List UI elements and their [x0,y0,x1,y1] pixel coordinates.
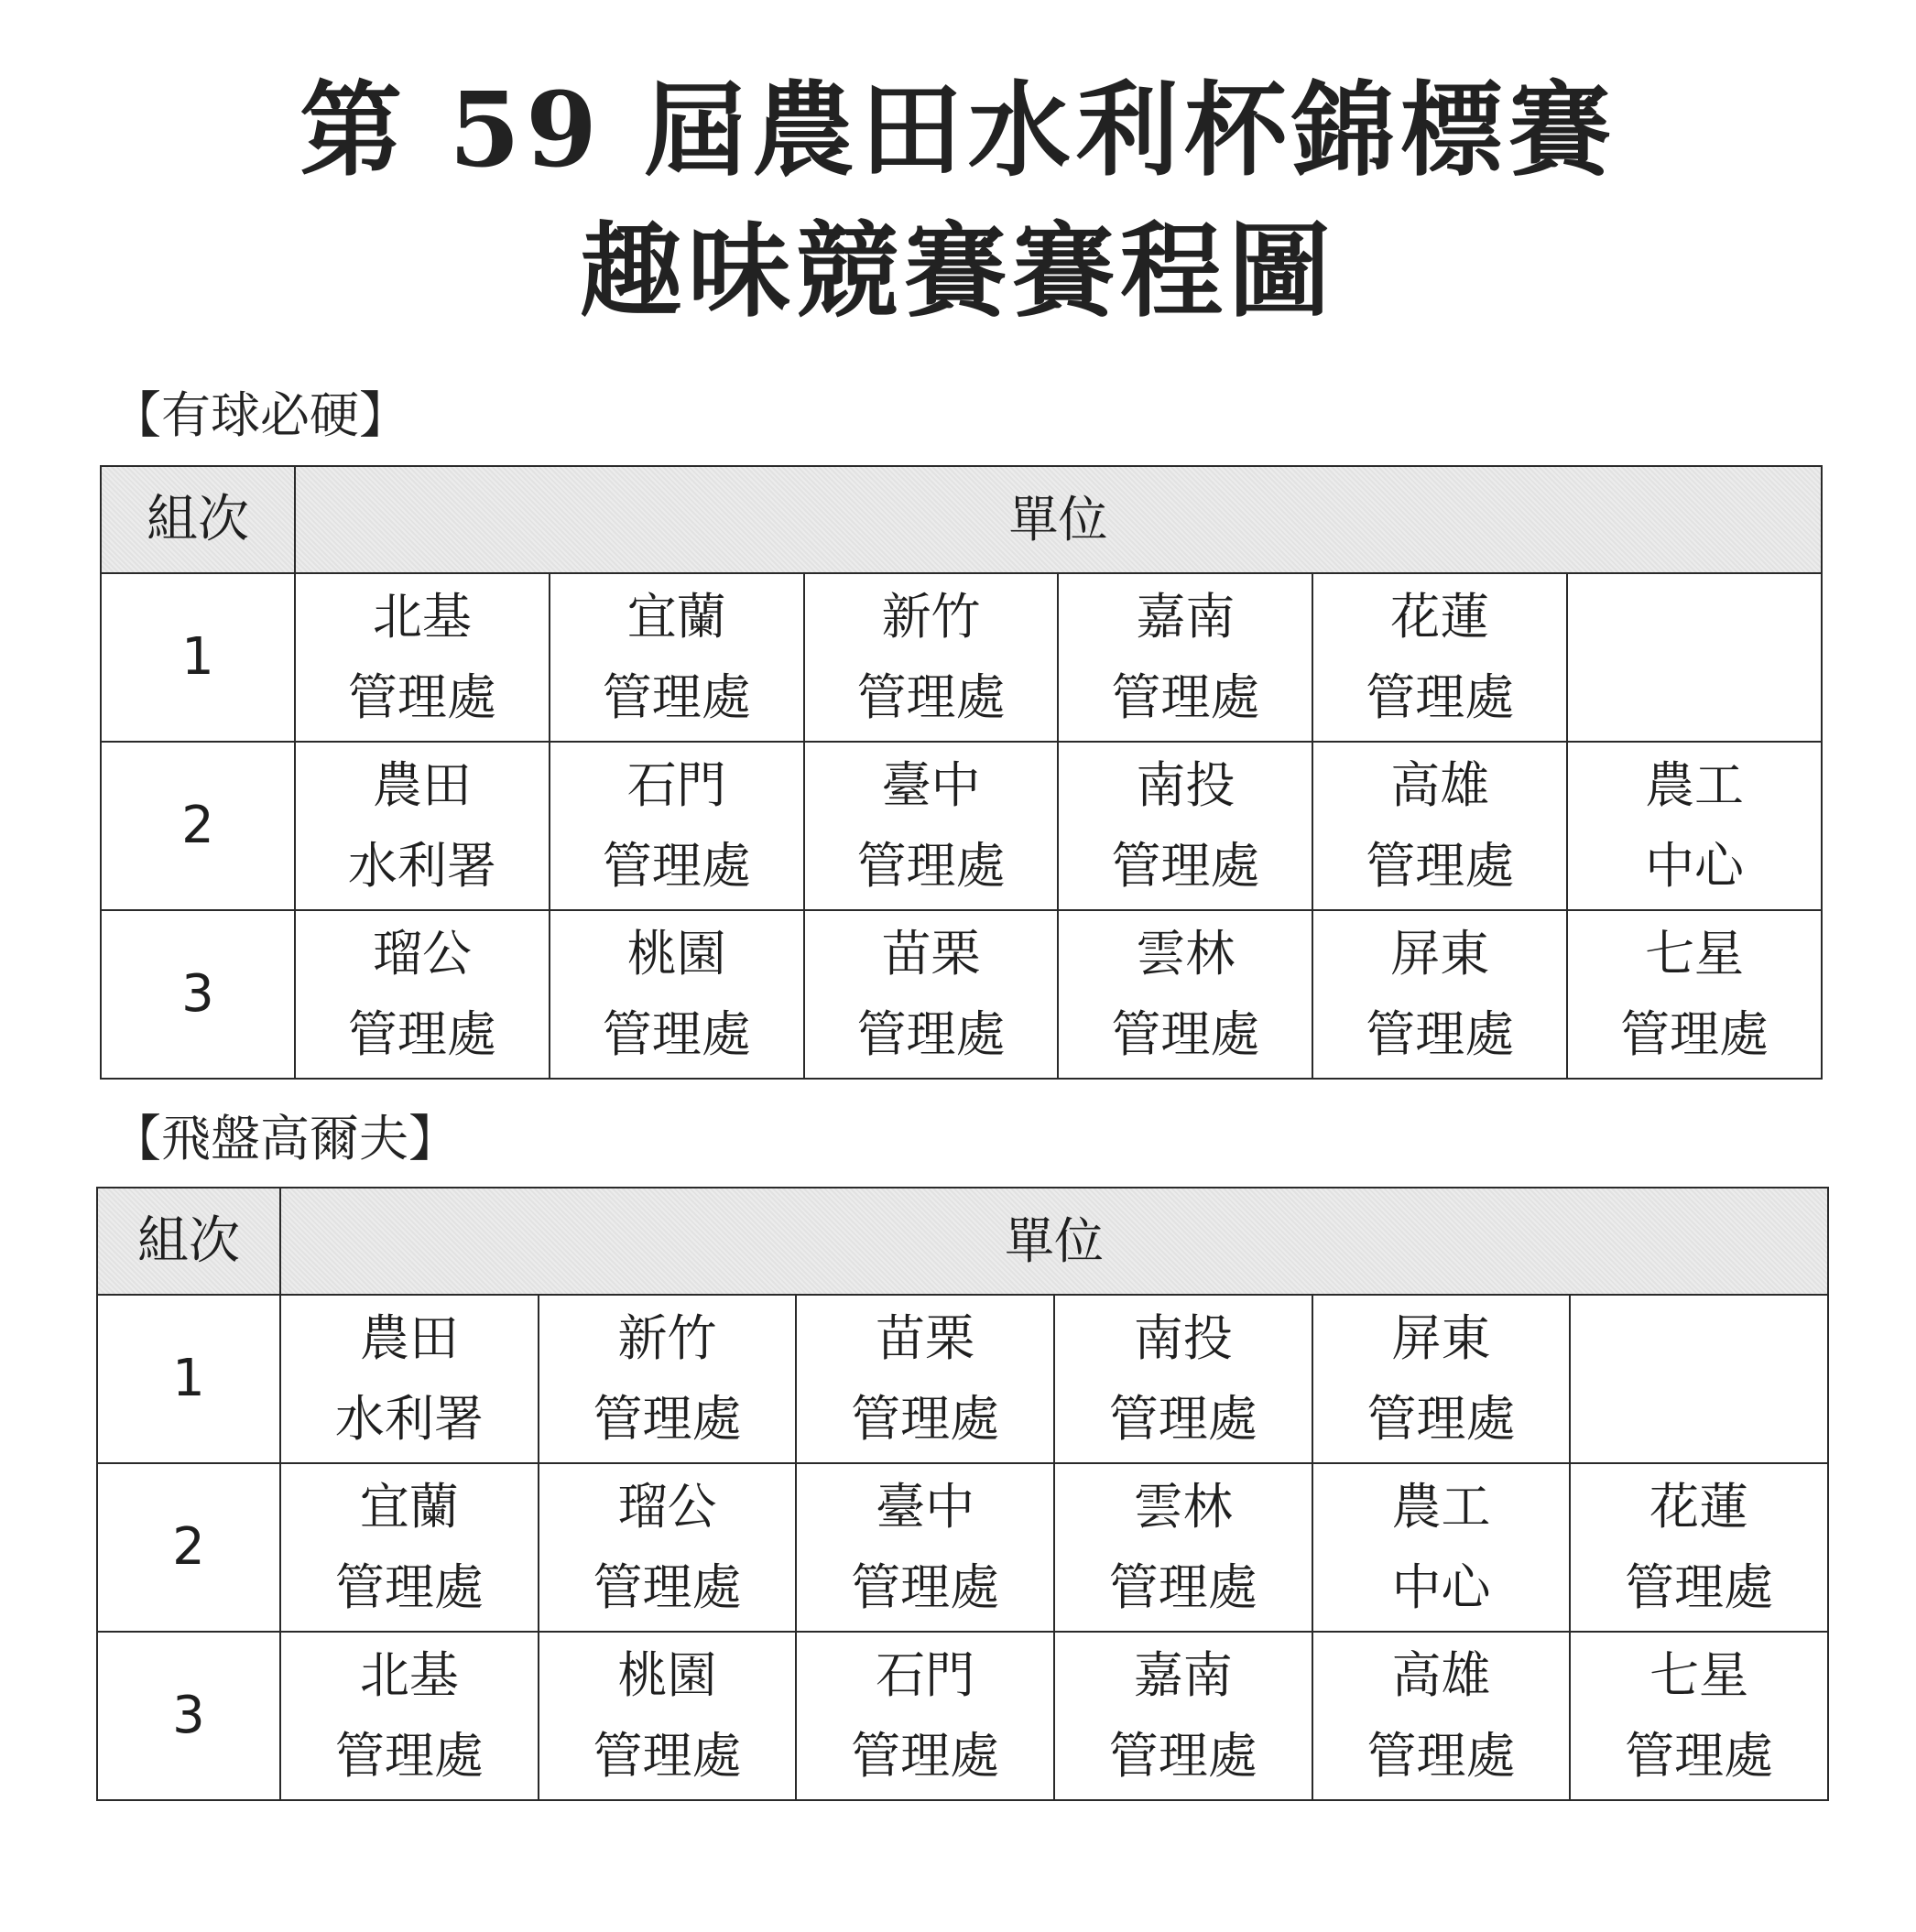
header-unit: 單位 [295,466,1822,573]
unit-cell [1312,1632,1571,1800]
unit-type: 管理處 [1366,1005,1515,1063]
group-number: 2 [97,1463,280,1632]
unit-cell [1058,910,1312,1079]
unit-name: 石門 [876,1646,975,1704]
group-number: 1 [101,573,295,742]
table-row [97,1632,1828,1800]
unit-name: 瑠公 [617,1478,717,1536]
document-title: 第 59 屆農田水利杯錦標賽 [299,71,1617,190]
unit-name: 南投 [1133,1309,1233,1367]
section-heading: 【有球必硬】 [112,386,408,444]
unit-type: 中心 [1645,837,1745,895]
unit-cell [1567,742,1822,910]
schedule-table [100,465,1823,1080]
unit-cell [1054,1295,1312,1463]
unit-type: 管理處 [1111,837,1260,895]
unit-type: 管理處 [593,1390,742,1448]
unit-cell [539,1463,797,1632]
unit-name: 雲林 [1133,1478,1233,1536]
unit-name: 農工 [1391,1478,1491,1536]
unit-type: 水利署 [347,837,496,895]
document-subtitle: 趣味競賽賽程圖 [580,212,1336,331]
unit-name: 苗栗 [876,1309,975,1367]
unit-cell [1570,1463,1828,1632]
unit-name: 農工 [1645,756,1745,814]
unit-name: 高雄 [1390,756,1490,814]
unit-cell [1570,1295,1828,1463]
unit-name: 桃園 [617,1646,717,1704]
unit-cell [796,1463,1054,1632]
unit-cell [1567,910,1822,1079]
unit-name: 臺中 [876,1478,975,1536]
unit-type: 管理處 [602,837,751,895]
unit-type: 管理處 [1366,668,1515,726]
group-number: 3 [101,910,295,1079]
unit-name: 臺中 [881,756,981,814]
unit-type: 管理處 [334,1727,484,1785]
unit-name: 花蓮 [1390,588,1490,646]
unit-name: 新竹 [617,1309,717,1367]
table-header-row [101,466,1822,573]
unit-cell [1058,742,1312,910]
unit-type: 管理處 [593,1727,742,1785]
unit-cell [539,1295,797,1463]
unit-cell [550,573,804,742]
unit-name: 新竹 [881,588,981,646]
unit-cell [295,910,550,1079]
group-number: 1 [97,1295,280,1463]
unit-type: 管理處 [1625,1727,1774,1785]
unit-name: 石門 [626,756,726,814]
table-row [101,910,1822,1079]
section-heading: 【飛盤高爾夫】 [112,1110,458,1167]
unit-name: 苗栗 [881,925,981,982]
unit-name: 嘉南 [1136,588,1236,646]
unit-type: 管理處 [851,1390,1000,1448]
unit-type: 管理處 [1366,837,1515,895]
unit-cell [550,742,804,910]
table-row [97,1295,1828,1463]
unit-name: 宜蘭 [359,1478,459,1536]
unit-name: 屏東 [1390,925,1490,982]
table-row [101,573,1822,742]
unit-type: 管理處 [851,1727,1000,1785]
table-header-row [97,1188,1828,1295]
unit-cell [1567,573,1822,742]
unit-type: 管理處 [593,1558,742,1616]
unit-name: 嘉南 [1133,1646,1233,1704]
unit-type: 水利署 [334,1390,484,1448]
unit-name: 桃園 [626,925,726,982]
unit-type: 管理處 [1108,1558,1257,1616]
unit-type: 管理處 [602,668,751,726]
unit-cell [539,1632,797,1800]
unit-type: 管理處 [1111,1005,1260,1063]
unit-cell [1054,1463,1312,1632]
unit-name: 農田 [372,756,472,814]
unit-name: 瑠公 [372,925,472,982]
unit-cell [1312,910,1567,1079]
unit-type: 管理處 [856,1005,1006,1063]
unit-type: 管理處 [334,1558,484,1616]
unit-cell [1054,1632,1312,1800]
unit-cell [804,742,1059,910]
unit-name: 屏東 [1391,1309,1491,1367]
unit-cell [280,1632,539,1800]
unit-type: 管理處 [347,668,496,726]
header-unit: 單位 [280,1188,1828,1295]
unit-cell [295,742,550,910]
unit-type: 管理處 [347,1005,496,1063]
unit-name: 雲林 [1136,925,1236,982]
unit-cell [280,1295,539,1463]
unit-type: 管理處 [1108,1390,1257,1448]
unit-type: 管理處 [602,1005,751,1063]
unit-type: 管理處 [1620,1005,1769,1063]
unit-type: 管理處 [1625,1558,1774,1616]
header-group: 組次 [97,1188,280,1295]
unit-cell [1312,573,1567,742]
unit-cell [295,573,550,742]
unit-name: 北基 [372,588,472,646]
unit-cell [804,910,1059,1079]
unit-name: 宜蘭 [626,588,726,646]
unit-type: 管理處 [1366,1727,1516,1785]
unit-cell [804,573,1059,742]
unit-cell [550,910,804,1079]
unit-cell [796,1632,1054,1800]
unit-type: 管理處 [856,668,1006,726]
unit-cell [1058,573,1312,742]
unit-cell [1570,1632,1828,1800]
unit-type: 管理處 [856,837,1006,895]
unit-type: 管理處 [1366,1390,1516,1448]
schedule-table [96,1187,1829,1801]
unit-name: 農田 [359,1309,459,1367]
unit-name: 北基 [359,1646,459,1704]
table-row [97,1463,1828,1632]
table-row [101,742,1822,910]
unit-name: 南投 [1136,756,1236,814]
unit-type: 中心 [1391,1558,1491,1616]
header-group: 組次 [101,466,295,573]
unit-name: 七星 [1649,1646,1749,1704]
unit-cell [1312,742,1567,910]
unit-type: 管理處 [1111,668,1260,726]
unit-name: 花蓮 [1649,1478,1749,1536]
unit-type: 管理處 [1108,1727,1257,1785]
group-number: 2 [101,742,295,910]
unit-name: 高雄 [1391,1646,1491,1704]
unit-cell [1312,1463,1571,1632]
unit-cell [796,1295,1054,1463]
unit-type: 管理處 [851,1558,1000,1616]
group-number: 3 [97,1632,280,1800]
unit-cell [1312,1295,1571,1463]
unit-cell [280,1463,539,1632]
unit-name: 七星 [1645,925,1745,982]
